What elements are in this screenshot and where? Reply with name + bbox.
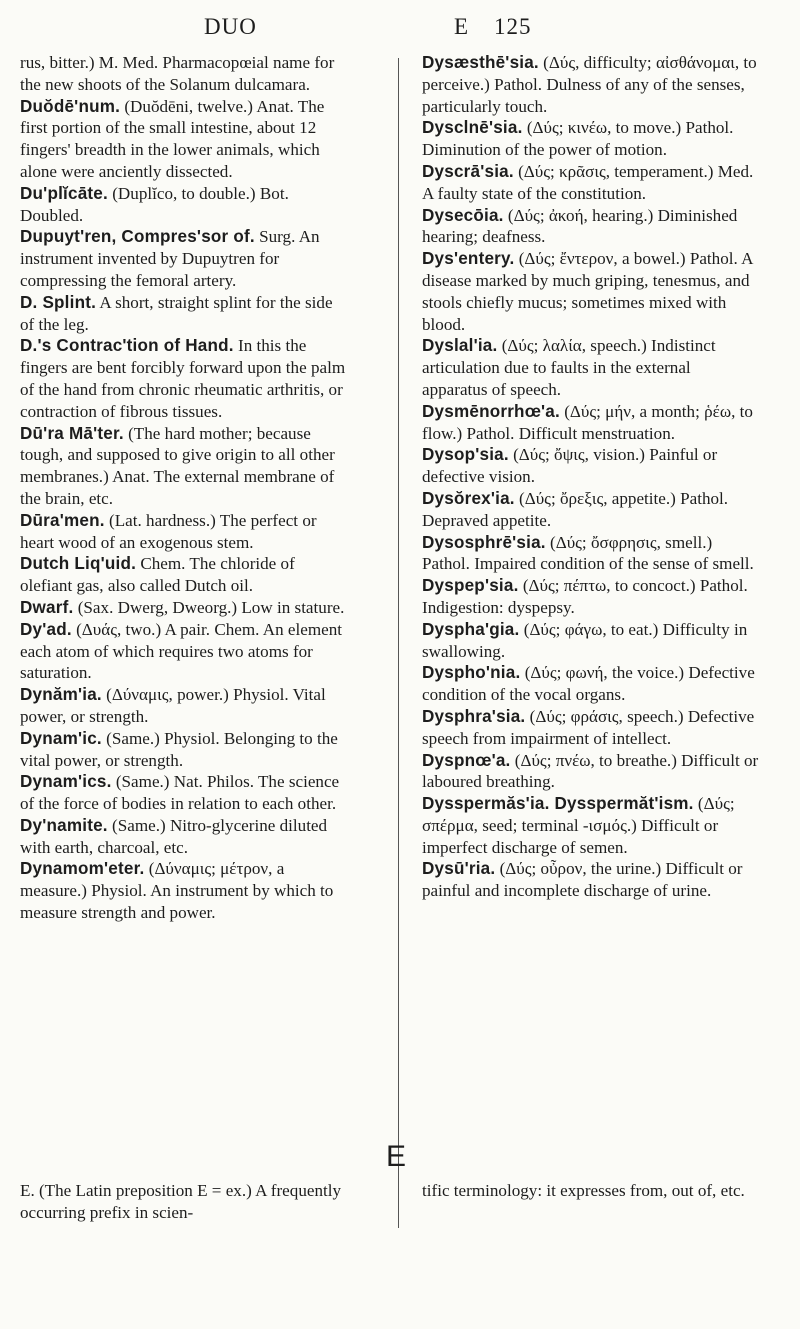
entry-definition: rus, bitter.) M. Med. Pharmacopœial name for the new shoots of the Solanum dulcamara. <box>20 53 335 94</box>
entry-definition: (Δύς, difficulty; αἰσθάνομαι, to perceive.) Pathol. Dulness of any of the senses, particularly touch. <box>422 53 757 116</box>
entry-headword: Dysclnē'sia. <box>422 118 523 138</box>
entry-definition: (Same.) Physiol. Belonging to the vital power, or strength. <box>20 728 338 770</box>
entry-definition: (Δύς; φωνή, the voice.) Defective condition of the vocal organs. <box>422 663 755 705</box>
entry-headword: Dysæsthē'sia. <box>422 53 539 72</box>
dictionary-entry <box>422 401 760 445</box>
entry-definition: (Δύς; ὄρεξις, appetite.) Pathol. Depraved appetite. <box>422 488 729 530</box>
entry-headword: Dysecōia. <box>422 205 504 225</box>
dictionary-entry <box>20 183 350 227</box>
entry-headword: Dynăm'ia. <box>20 685 102 705</box>
dictionary-entry <box>20 52 350 96</box>
entry-definition: (Δύς; πνέω, to breathe.) Difficult or laboured breathing. <box>422 750 759 792</box>
entry-headword: Dysspermăs'ia. Dysspermăt'ism. <box>422 794 694 814</box>
entry-definition: (Δύς; ἔντερον, a bowel.) Pathol. A disease marked by much griping, tenesmus, and stools chiefly mucus; sometimes mixed with blood. <box>422 249 753 334</box>
dictionary-entry <box>20 619 350 684</box>
dictionary-entry <box>20 335 350 422</box>
dictionary-entry <box>20 292 350 336</box>
dictionary-entry <box>422 706 760 750</box>
dictionary-entry <box>20 510 350 554</box>
entry-headword: Dynam'ics. <box>20 772 112 792</box>
entry-definition: (Lat. hardness.) The perfect or heart wood of an exogenous stem. <box>20 510 317 552</box>
entry-headword: Dyspnœ'a. <box>422 750 511 770</box>
entry-definition: (Δύς; φράσις, speech.) Defective speech from impairment of intellect. <box>422 706 755 748</box>
entry-headword: Dutch Liq'uid. <box>20 554 137 574</box>
entry-definition: Surg. An instrument invented by Dupuytren for compressing the femoral artery. <box>20 227 320 290</box>
header-guide-word: DUO <box>204 14 257 39</box>
entry-headword: Duŏdē'num. <box>20 96 121 116</box>
entry-definition: (Δύς; οὖρον, the urine.) Difficult or painful and incomplete discharge of urine. <box>422 859 743 901</box>
entry-headword: Dys'entery. <box>422 249 515 269</box>
entry-headword: Du'plĭcāte. <box>20 183 108 203</box>
entry-definition: Chem. The chloride of olefiant gas, also called Dutch oil. <box>20 554 295 596</box>
entry-headword: Dyspha'gia. <box>422 619 520 639</box>
entry-headword: Dyscrā'sia. <box>422 161 514 181</box>
dictionary-entry <box>422 575 760 619</box>
entry-headword: Dyspho'nia. <box>422 663 521 683</box>
dictionary-entry <box>422 444 760 488</box>
entry-definition: (Duŏdēni, twelve.) Anat. The first portion of the small intestine, about 12 fingers' breadth in the lower animals, which alone were anciently dissected. <box>20 96 325 181</box>
entry-headword: Dysŏrex'ia. <box>422 488 515 508</box>
dictionary-entry <box>422 117 760 161</box>
dictionary-entry <box>422 488 760 532</box>
entry-headword: Dūra'men. <box>20 510 105 530</box>
running-header <box>0 14 800 44</box>
entry-definition: (Duplĭco, to double.) Bot. Doubled. <box>20 183 289 225</box>
entry-definition: (Δύς; φάγω, to eat.) Difficulty in swallowing. <box>422 619 748 661</box>
entry-headword: Dysū'ria. <box>422 859 496 879</box>
left-column <box>20 52 350 924</box>
entry-headword: Dysop'sia. <box>422 445 509 465</box>
dictionary-entry <box>422 662 760 706</box>
entry-headword: Dynamom'eter. <box>20 859 145 879</box>
entry-headword: Dysmēnorrhœ'a. <box>422 401 560 421</box>
footer-divider <box>398 1178 399 1228</box>
entry-definition: (Same.) Nat. Philos. The science of the force of bodies in relation to each other. <box>20 772 340 814</box>
entry-definition: (Δύναμις; μέτρον, a measure.) Physiol. An instrument by which to measure strength and power. <box>20 859 334 923</box>
dictionary-entry <box>20 423 350 510</box>
dictionary-entry <box>20 815 350 859</box>
dictionary-entry <box>422 619 760 663</box>
dictionary-entry <box>20 728 350 772</box>
dictionary-entry <box>20 597 350 619</box>
right-column <box>422 52 760 902</box>
footer-left-text: E. (The Latin preposition E = ex.) A frequently occurring prefix in scien- <box>20 1181 342 1222</box>
entry-definition: (Same.) Nitro-glycerine diluted with earth, charcoal, etc. <box>20 815 328 857</box>
entry-definition: (The hard mother; because tough, and supposed to give origin to all other membranes.) Anat. The external membrane of the brain, etc. <box>20 423 335 508</box>
entry-definition: (Δύναμις, power.) Physiol. Vital power, or strength. <box>20 685 326 726</box>
entry-definition: (Δύς; σπέρμα, seed; terminal -ισμός.) Difficult or imperfect discharge of semen. <box>422 794 735 857</box>
entry-definition: (Δυάς, two.) A pair. Chem. An element each atom of which requires two atoms for saturation. <box>20 619 343 683</box>
footer-right-text: tific terminology: it expresses from, out of, etc. <box>422 1181 745 1200</box>
entry-definition: (Δύς; μήν, a month; ῥέω, to flow.) Pathol. Difficult menstruation. <box>422 401 753 443</box>
dictionary-entry <box>422 52 760 117</box>
dictionary-entry <box>422 750 760 794</box>
dictionary-entry <box>20 96 350 183</box>
entry-headword: Dyslal'ia. <box>422 336 498 356</box>
entry-headword: Dy'ad. <box>20 619 72 639</box>
section-heading-e: E <box>386 1140 407 1173</box>
dictionary-entry <box>20 771 350 815</box>
entry-definition: (Δύς; κινέω, to move.) Pathol. Diminution of the power of motion. <box>422 118 734 160</box>
dictionary-entry <box>422 248 760 335</box>
page-number: 125 <box>494 14 532 39</box>
entry-definition: (Δύς; ὄσφρησις, smell.) Pathol. Impaired condition of the sense of smell. <box>422 532 754 574</box>
entry-headword: Dyspep'sia. <box>422 576 519 596</box>
entry-headword: Dū'ra Mā'ter. <box>20 423 124 443</box>
entry-headword: Dysphra'sia. <box>422 706 526 726</box>
header-section-letter: E <box>454 14 470 39</box>
entry-definition: (Δύς; λαλία, speech.) Indistinct articulation due to faults in the external apparatus of speech. <box>422 336 716 399</box>
entry-definition: (Sax. Dwerg, Dweorg.) Low in stature. <box>77 597 345 617</box>
column-divider <box>398 58 399 1186</box>
dictionary-entry <box>20 553 350 597</box>
dictionary-entry <box>422 858 760 902</box>
dictionary-entry <box>422 335 760 400</box>
entry-definition: (Δύς; ὄψις, vision.) Painful or defective vision. <box>422 445 718 487</box>
dictionary-entry <box>20 684 350 728</box>
entry-headword: Dy'namite. <box>20 815 108 835</box>
entry-headword: D.'s Contrac'tion of Hand. <box>20 336 234 356</box>
entry-headword: Dysosphrē'sia. <box>422 532 546 552</box>
dictionary-entry <box>20 858 350 923</box>
entry-definition: (Δύς; κρᾶσις, temperament.) Med. A faulty state of the constitution. <box>422 161 754 203</box>
dictionary-entry <box>422 793 760 858</box>
entry-headword: Dwarf. <box>20 597 74 617</box>
entry-definition: (Δύς; ἀκοή, hearing.) Diminished hearing; deafness. <box>422 205 738 247</box>
dictionary-entry <box>422 532 760 576</box>
dictionary-entry <box>422 205 760 249</box>
entry-definition: In this the fingers are bent forcibly forward upon the palm of the hand from chronic rheumatic arthritis, or contraction of fibrous tissues. <box>20 336 346 421</box>
dictionary-entry <box>20 226 350 291</box>
entry-headword: D. Splint. <box>20 292 97 312</box>
entry-definition: (Δύς; πέπτω, to concoct.) Pathol. Indigestion: dyspepsy. <box>422 576 748 617</box>
entry-definition: A short, straight splint for the side of the leg. <box>20 292 333 334</box>
entry-headword: Dynam'ic. <box>20 728 102 748</box>
entry-headword: Dupuyt'ren, Compres'sor of. <box>20 227 255 247</box>
dictionary-entry <box>422 161 760 205</box>
